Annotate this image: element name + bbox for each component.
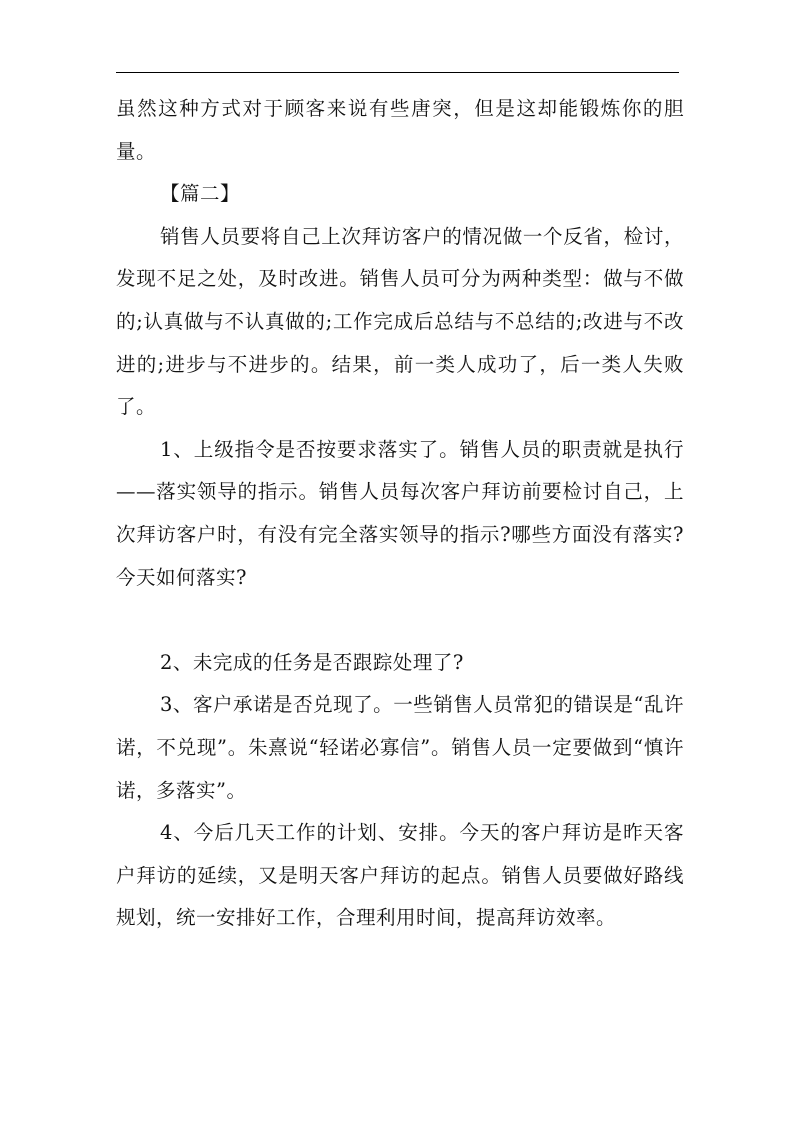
paragraph-continuation: 虽然这种方式对于顾客来说有些唐突，但是这却能锻炼你的胆量。 xyxy=(116,97,684,163)
paragraph-intro: 销售人员要将自己上次拜访客户的情况做一个反省，检讨，发现不足之处，及时改进。销售人员可分为两种类型：做与不做的;认真做与不认真做的;工作完成后总结与不总结的;改进与不改进的;进步与不进步的。结果，前一类人成功了，后一类人失败了。 xyxy=(116,224,684,419)
document-body xyxy=(116,88,684,940)
paragraph-item-4: 4、今后几天工作的计划、安排。今天的客户拜访是昨天客户拜访的延续，又是明天客户拜访的起点。销售人员要做好路线规划，统一安排好工作，合理利用时间，提高拜访效率。 xyxy=(116,821,684,930)
header-rule xyxy=(116,72,679,73)
blank-line xyxy=(116,599,684,642)
paragraph-item-1: 1、上级指令是否按要求落实了。销售人员的职责就是执行——落实领导的指示。销售人员每次客户拜访前要检讨自己，上次拜访客户时，有没有完全落实领导的指示?哪些方面没有落实?今天如何落实? xyxy=(116,437,684,589)
section-heading: 【篇二】 xyxy=(160,182,241,206)
paragraph-item-3: 3、客户承诺是否兑现了。一些销售人员常犯的错误是“乱许诺，不兑现”。朱熹说“轻诺必寡信”。销售人员一定要做到“慎许诺，多落实”。 xyxy=(116,693,684,802)
paragraph-item-2: 2、未完成的任务是否跟踪处理了? xyxy=(160,650,464,674)
